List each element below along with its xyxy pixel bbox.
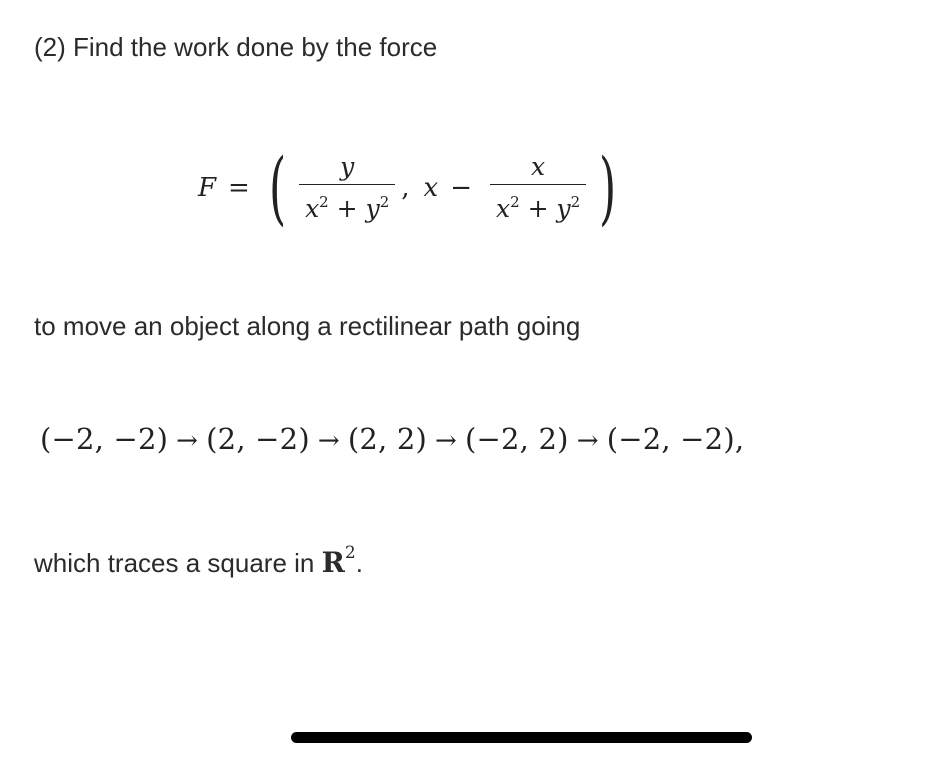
frac2-den-plus: +: [527, 194, 549, 224]
force-formula: [198, 138, 623, 238]
force-symbol: F: [198, 173, 217, 203]
frac1-den-y-exp: 2: [379, 193, 390, 212]
frac2-den-x-exp: 2: [510, 193, 520, 212]
equals-sign: =: [228, 173, 250, 203]
square-statement-text: which traces a square in: [34, 548, 322, 578]
real-plane-exponent: 2: [344, 543, 356, 563]
frac2-den-y: y: [556, 194, 571, 224]
frac2-den-y-exp: 2: [570, 193, 581, 212]
path-point: (−2, −2): [40, 422, 169, 456]
minus-sign: −: [450, 173, 472, 203]
x-term: x: [423, 173, 439, 203]
square-statement: [34, 543, 363, 579]
frac2-den-x: x: [495, 194, 511, 224]
fraction-x-over-r2: [490, 150, 586, 227]
frac2-numerator: x: [531, 151, 546, 181]
frac1-den-y: y: [365, 194, 380, 224]
sentence-period: .: [355, 548, 363, 578]
path-point: (2, 2): [347, 422, 428, 456]
frac1-den-x: x: [305, 194, 320, 224]
frac1-denominator: [299, 185, 395, 226]
right-arrow-icon: →: [317, 426, 340, 456]
frac1-den-x-exp: 2: [319, 193, 329, 212]
frac2-denominator: [490, 185, 586, 226]
question-title: (2) Find the work done by the force: [34, 32, 438, 62]
fraction-y-over-r2: [299, 150, 395, 227]
real-plane-symbol: R: [321, 546, 345, 579]
frac1-numerator: y: [340, 151, 355, 181]
path-point: (2, −2): [206, 422, 310, 456]
component-comma: ,: [401, 173, 410, 203]
path-point: (−2, 2): [465, 422, 569, 456]
home-indicator-bar[interactable]: [291, 732, 752, 743]
right-arrow-icon: →: [435, 426, 458, 456]
path-point: (−2, −2),: [606, 422, 745, 456]
path-intro-text: to move an object along a rectilinear path going: [34, 311, 581, 341]
right-arrow-icon: →: [176, 426, 199, 456]
right-paren: ): [599, 141, 617, 234]
rectilinear-path: [40, 422, 744, 456]
frac1-den-plus: +: [336, 194, 358, 224]
left-paren: (: [268, 141, 287, 234]
right-arrow-icon: →: [576, 426, 599, 456]
